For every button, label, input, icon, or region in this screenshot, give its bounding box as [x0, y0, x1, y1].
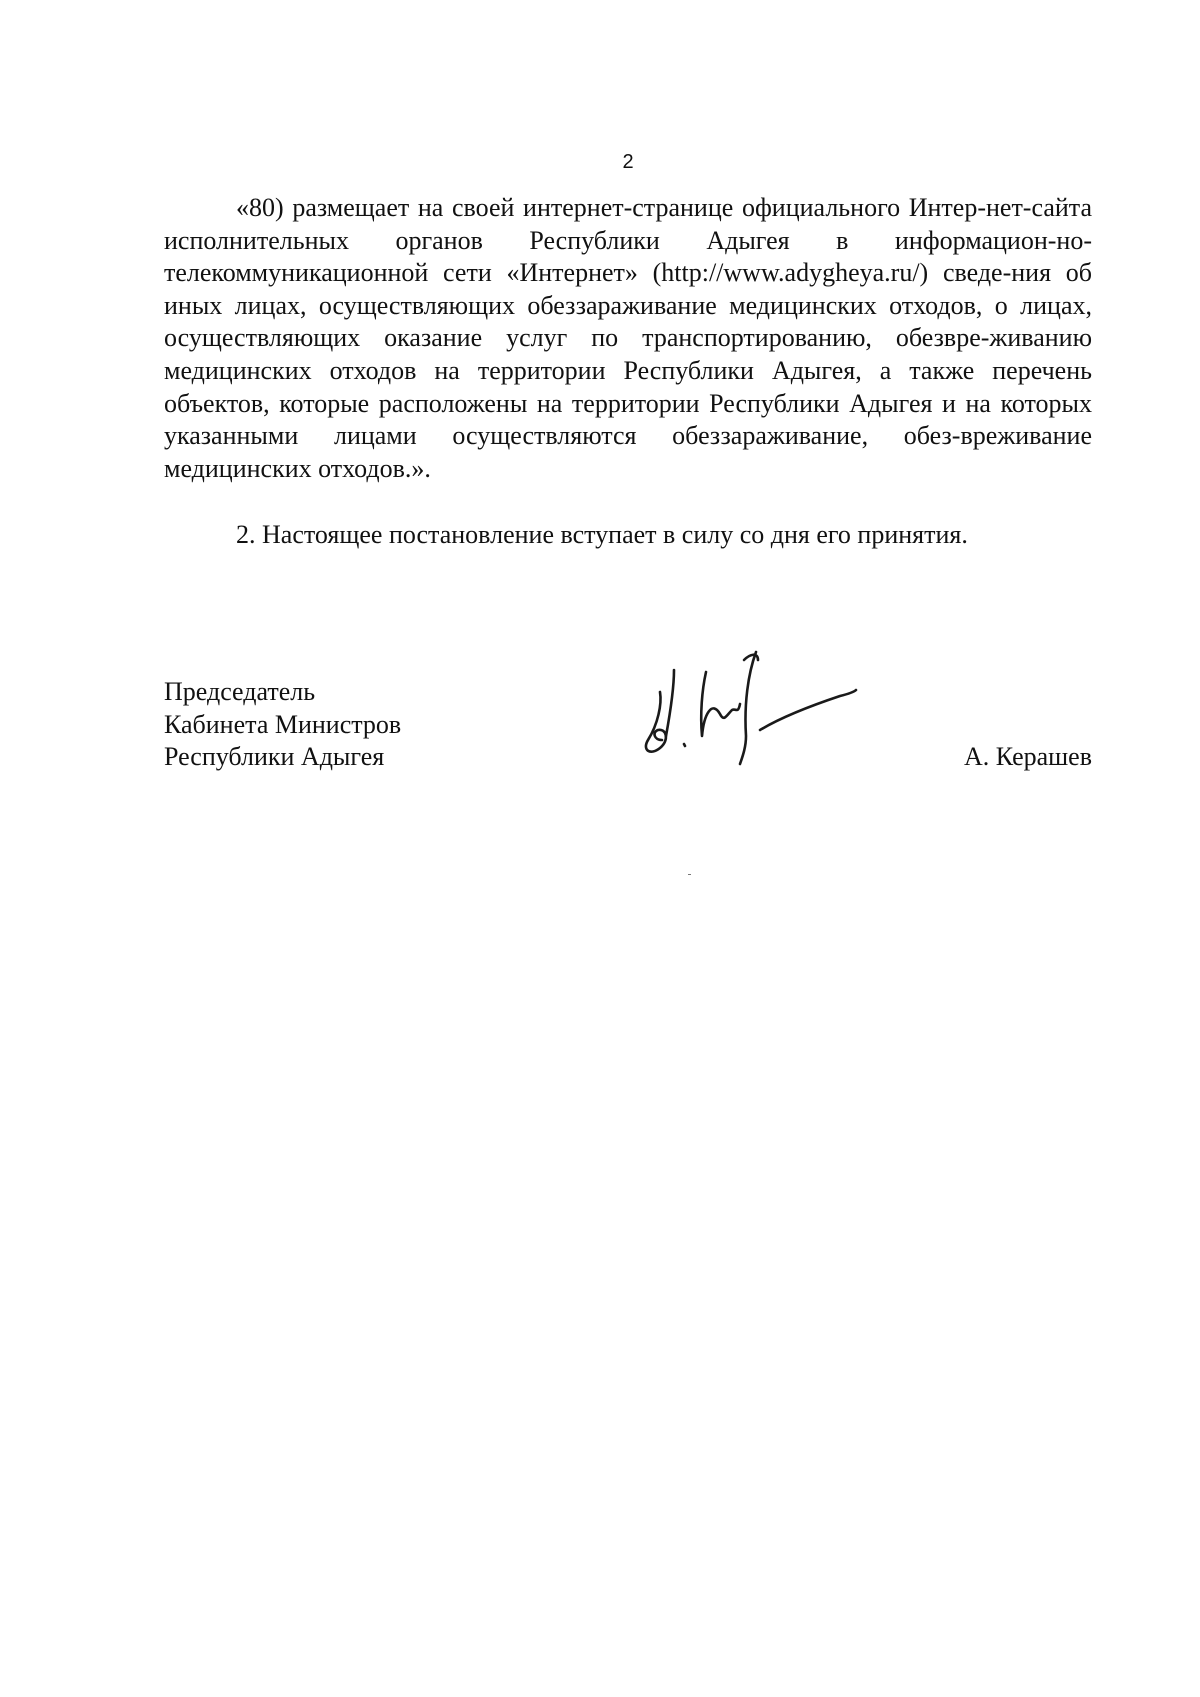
page-number: 2 — [622, 151, 634, 173]
signatory-title-line: Председатель — [164, 677, 316, 706]
scan-speck — [688, 874, 691, 875]
signatory-title-line: Республики Адыгея — [164, 742, 385, 772]
handwritten-signature-icon — [640, 644, 880, 774]
signatory-title-line: Кабинета Министров — [164, 709, 402, 739]
signer-name: А. Керашев — [963, 742, 1092, 771]
clause-2: 2. Настоящее постановление вступает в силу со дня его принятия. — [236, 520, 968, 549]
body-paragraph: «80) размещает на своей интернет-странице официального Интер-нет-сайта исполнительных органов Республики Адыгея в информацион-но-телекоммуникационной сети «Интернет» (http://www.adygheya.ru/) сведе-ния об иных лицах, осуществляющих обеззараживание медицинских отходов, о лицах, осуществляющих оказание услуг по транспортированию, обезвре-живанию медицинских отходов на территории Республики Адыгея, а также перечень объектов, которые расположены на территории Республики Адыгея и на которых указанными лицами осуществляются обеззараживание, обез-вреживание медицинских отходов.». — [164, 193, 1092, 483]
signatory-title — [164, 676, 401, 774]
